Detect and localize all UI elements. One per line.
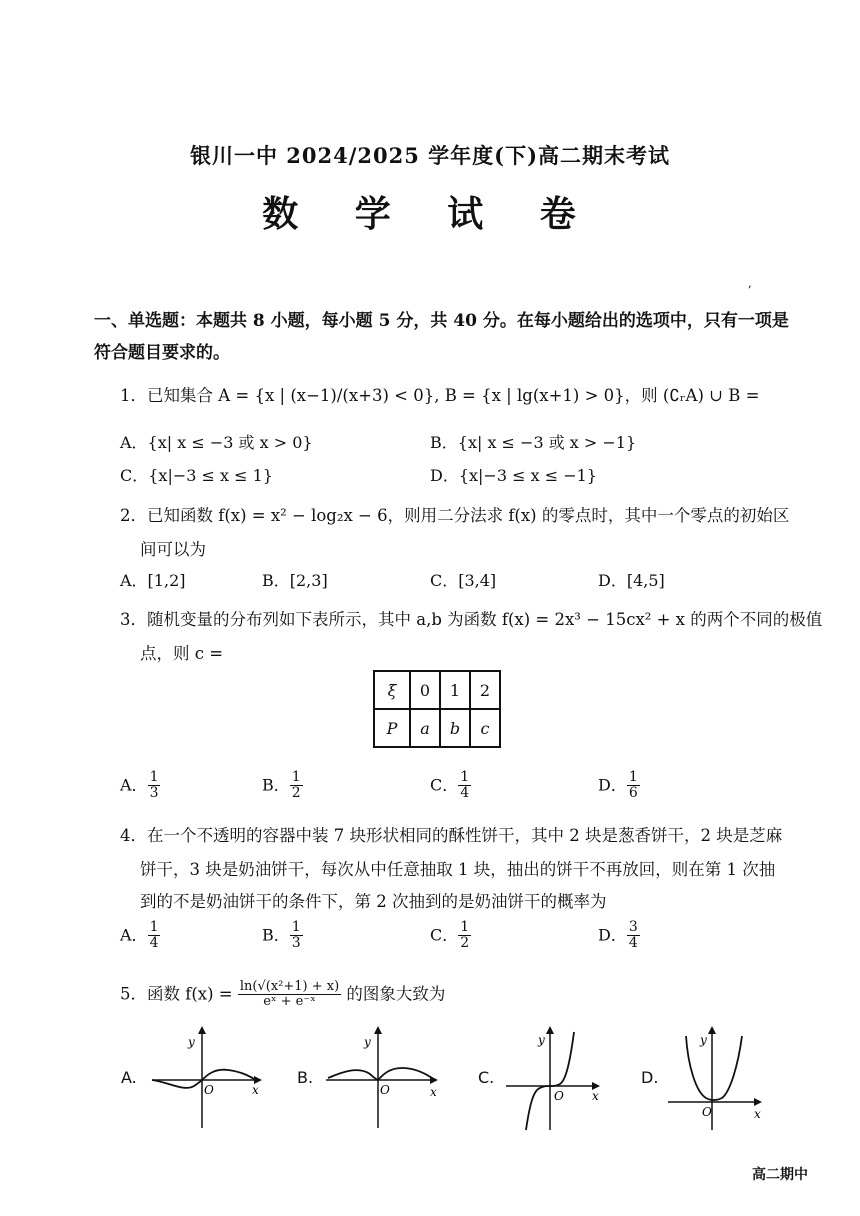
q4-stem-line3: 到的不是奶油饼干的条件下，第 2 次抽到的是奶油饼干的概率为 — [140, 892, 607, 911]
q3-option-a — [120, 770, 160, 802]
denominator: 2 — [291, 785, 301, 802]
fraction — [458, 770, 471, 802]
exam-title: 银川一中 2024/2025 学年度(下)高二期末考试 — [189, 143, 671, 168]
graph-a-label: A. — [121, 1068, 137, 1087]
q1-option-b: B．{x| x ≤ −3 或 x > −1} — [430, 433, 637, 452]
q3-option-c — [430, 770, 471, 802]
q4-stem-line1: 4．在一个不透明的容器中装 7 块形状相同的酥性饼干，其中 2 块是葱香饼干，2 块是芝麻 — [120, 826, 783, 845]
q5-stem — [120, 980, 445, 1010]
numerator: 1 — [149, 919, 159, 935]
fraction — [290, 920, 303, 952]
section-heading-line2: 符合题目要求的。 — [94, 343, 230, 363]
q4-option-d — [598, 920, 640, 952]
q3-option-b — [262, 770, 303, 802]
table-cell: c — [470, 709, 500, 747]
q4-option-c — [430, 920, 471, 952]
option-label: B． — [262, 925, 290, 945]
fraction — [148, 920, 161, 952]
fraction — [458, 920, 471, 952]
q5-stem-suffix: 的图象大致为 — [346, 984, 446, 1004]
q2-option-b: B．[2,3] — [262, 571, 328, 590]
option-label: D． — [598, 925, 627, 945]
table-cell: ξ — [374, 671, 410, 709]
x-axis-label: x — [754, 1107, 761, 1121]
footer-label: 高二期中 — [752, 1167, 808, 1183]
option-label: A． — [120, 775, 148, 795]
numerator: 1 — [460, 919, 470, 935]
q2-stem-line1: 2．已知函数 f(x) = x² − log₂x − 6，则用二分法求 f(x) 的零点时，其中一个零点的初始区 — [120, 506, 790, 525]
q2-option-c: C．[3,4] — [430, 571, 497, 590]
q3-stem-line1: 3．随机变量的分布列如下表所示，其中 a,b 为函数 f(x) = 2x³ − 15cx² + x 的两个不同的极值 — [120, 610, 823, 629]
origin-label: O — [702, 1105, 712, 1119]
origin-label: O — [204, 1083, 214, 1097]
q3-option-d — [598, 770, 640, 802]
origin-label: O — [380, 1083, 390, 1097]
q5-function-fraction — [238, 980, 341, 1010]
numerator: 1 — [291, 919, 301, 935]
x-axis-label: x — [592, 1089, 599, 1103]
y-axis-label: y — [364, 1035, 371, 1049]
graph-d — [664, 1022, 770, 1134]
q2-option-a: A．[1,2] — [120, 571, 186, 590]
fraction — [627, 920, 640, 952]
table-cell: P — [374, 709, 410, 747]
numerator: 1 — [628, 769, 638, 785]
q4-option-a — [120, 920, 160, 952]
numerator: 1 — [291, 769, 301, 785]
fraction — [290, 770, 303, 802]
numerator: 3 — [628, 919, 638, 935]
denominator: 2 — [460, 935, 470, 952]
denominator: 3 — [291, 935, 301, 952]
table-cell: 2 — [470, 671, 500, 709]
denominator: 4 — [628, 935, 638, 952]
denominator: 3 — [149, 785, 159, 802]
table-cell: 0 — [410, 671, 440, 709]
option-label: D． — [598, 775, 627, 795]
x-axis-label: x — [252, 1083, 259, 1097]
graph-b — [322, 1022, 446, 1132]
denominator: 4 — [460, 785, 470, 802]
table-cell: 1 — [440, 671, 470, 709]
scan-mark: , — [748, 276, 752, 290]
q4-stem-line2: 饼干，3 块是奶油饼干，每次从中任意抽取 1 块，抽出的饼干不再放回，则在第 1 次抽 — [140, 860, 776, 879]
denominator: 6 — [628, 785, 638, 802]
q4-option-b — [262, 920, 303, 952]
q3-stem-line2: 点，则 c = — [140, 644, 224, 663]
origin-label: O — [554, 1089, 564, 1103]
y-axis-label: y — [700, 1033, 707, 1047]
y-axis-label: y — [538, 1033, 545, 1047]
table-cell: a — [410, 709, 440, 747]
distribution-table — [373, 670, 501, 748]
table-cell: b — [440, 709, 470, 747]
option-label: C． — [430, 775, 459, 795]
y-axis-label: y — [188, 1035, 195, 1049]
subject-title: 数 学 试 卷 — [262, 193, 598, 235]
x-axis-label: x — [430, 1085, 437, 1099]
numerator: 1 — [460, 769, 470, 785]
graph-a — [148, 1022, 268, 1132]
fraction — [627, 770, 640, 802]
q5-stem-prefix: 5．函数 f(x) = — [120, 984, 233, 1004]
graph-c — [502, 1022, 608, 1134]
q2-stem-line2: 间可以为 — [140, 540, 206, 559]
fraction — [148, 770, 161, 802]
q1-option-a: A．{x| x ≤ −3 或 x > 0} — [120, 433, 313, 452]
q2-option-d: D．[4,5] — [598, 571, 665, 590]
q1-option-d: D．{x|−3 ≤ x ≤ −1} — [430, 466, 597, 485]
numerator: ln(√(x²+1) + x) — [239, 979, 340, 994]
graph-b-label: B. — [297, 1068, 314, 1087]
section-heading-line1: 一、单选题：本题共 8 小题，每小题 5 分，共 40 分。在每小题给出的选项中，只有一项是 — [94, 311, 789, 331]
denominator: 4 — [149, 935, 159, 952]
table-row — [374, 671, 500, 709]
numerator: 1 — [149, 769, 159, 785]
table-row — [374, 709, 500, 747]
graph-d-label: D. — [641, 1068, 659, 1087]
q1-option-c: C．{x|−3 ≤ x ≤ 1} — [120, 466, 273, 485]
graph-c-label: C. — [478, 1068, 495, 1087]
option-label: B． — [262, 775, 290, 795]
option-label: A． — [120, 925, 148, 945]
q1-stem: 1．已知集合 A = {x | (x−1)/(x+3) < 0}, B = {x | lg(x+1) > 0}，则 (∁ᵣA) ∪ B = — [120, 386, 760, 405]
option-label: C． — [430, 925, 459, 945]
denominator: eˣ + e⁻ˣ — [263, 994, 316, 1010]
